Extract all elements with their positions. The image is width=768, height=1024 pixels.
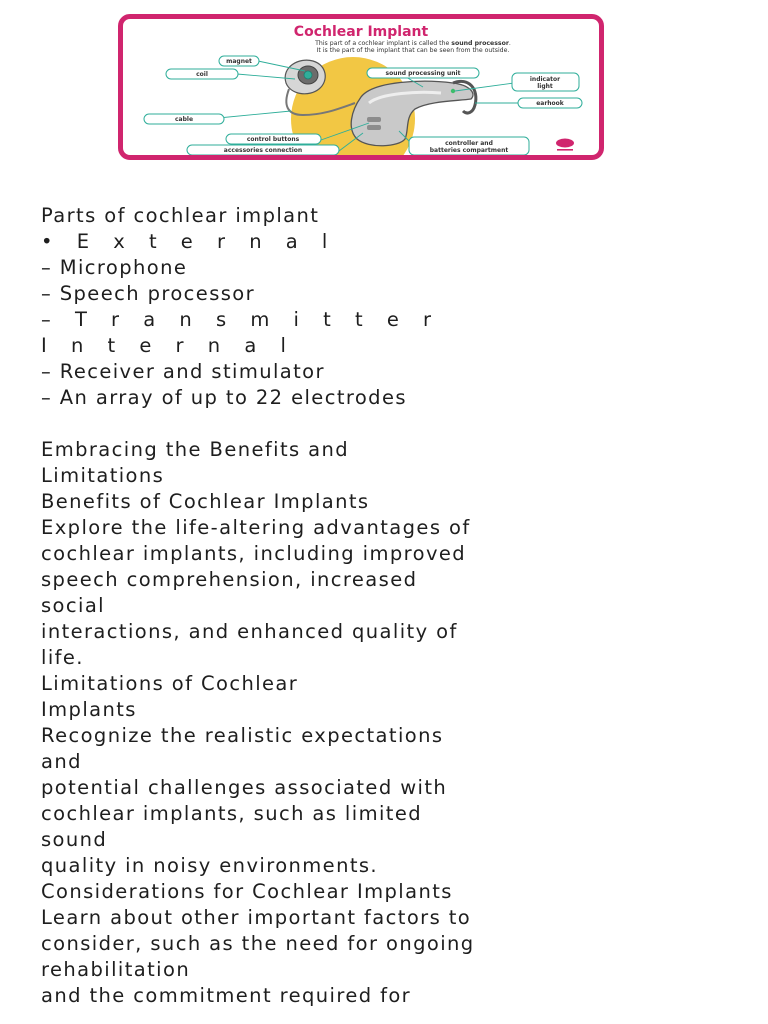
paragraph-line: Explore the life-altering advantages of bbox=[41, 516, 471, 539]
svg-text:accessories connection: accessories connection bbox=[223, 147, 303, 154]
svg-text:coil: coil bbox=[196, 71, 208, 78]
paragraph-line: cochlear implants, such as limited bbox=[41, 802, 423, 825]
svg-text:cable: cable bbox=[174, 116, 194, 123]
paragraph-line: and bbox=[41, 750, 82, 773]
svg-text:sound processing unit: sound processing unit bbox=[385, 70, 461, 77]
diagram-title: Cochlear Implant bbox=[293, 24, 429, 40]
heading-parts: Parts of cochlear implant bbox=[41, 204, 320, 227]
svg-text:light: light bbox=[537, 83, 553, 90]
svg-text:control buttons: control buttons bbox=[246, 136, 300, 143]
label-cable bbox=[144, 114, 224, 124]
heading-benefits: Benefits of Cochlear Implants bbox=[41, 490, 370, 513]
paragraph-line: life. bbox=[41, 646, 84, 669]
diagram-subtitle-line1: This part of a cochlear implant is called the sound processor. bbox=[315, 40, 511, 47]
paragraph-line: Learn about other important factors to bbox=[41, 906, 472, 929]
label-magnet bbox=[219, 56, 259, 66]
diagram-canvas bbox=[123, 19, 599, 155]
paragraph-line: consider, such as the need for ongoing bbox=[41, 932, 475, 955]
paragraph-line: and the commitment required for bbox=[41, 984, 412, 1007]
label-control-buttons bbox=[226, 134, 321, 144]
label-earhook bbox=[518, 98, 582, 108]
paragraph-line: quality in noisy environments. bbox=[41, 854, 379, 877]
list-item-internal: I n t e r n a l bbox=[41, 334, 295, 357]
svg-text:indicator: indicator bbox=[529, 76, 561, 83]
heading-limitations: Limitations of Cochlear bbox=[41, 672, 299, 695]
heading-benefits-limitations: Embracing the Benefits and bbox=[41, 438, 350, 461]
paragraph-line: Recognize the realistic expectations bbox=[41, 724, 444, 747]
cochlear-implant-diagram bbox=[118, 14, 604, 160]
list-item-transmitter: – T r a n s m i t t e r bbox=[41, 308, 441, 331]
headpiece-illustration bbox=[285, 60, 325, 94]
svg-text:magnet: magnet bbox=[226, 58, 252, 65]
label-coil bbox=[166, 69, 238, 79]
list-item-electrodes: – An array of up to 22 electrodes bbox=[41, 386, 407, 409]
paragraph-line: interactions, and enhanced quality of bbox=[41, 620, 458, 643]
article-body bbox=[41, 203, 741, 1009]
label-indicator-light bbox=[512, 73, 579, 91]
paragraph-line: sound bbox=[41, 828, 108, 851]
svg-text:earhook: earhook bbox=[536, 100, 564, 107]
heading-considerations: Considerations for Cochlear Implants bbox=[41, 880, 453, 903]
list-item-receiver: – Receiver and stimulator bbox=[41, 360, 325, 383]
list-item-external: • E x t e r n a l bbox=[41, 230, 337, 253]
heading-limitations-cont: Implants bbox=[41, 698, 137, 721]
list-item-speech-processor: – Speech processor bbox=[41, 282, 256, 305]
heading-benefits-limitations-cont: Limitations bbox=[41, 464, 165, 487]
blank-line bbox=[41, 411, 741, 437]
publisher-logo-icon bbox=[556, 139, 574, 151]
paragraph-line: cochlear implants, including improved bbox=[41, 542, 467, 565]
diagram-subtitle-line2: It is the part of the implant that can be seen from the outside. bbox=[316, 47, 510, 54]
paragraph-line: speech comprehension, increased bbox=[41, 568, 418, 591]
paragraph-line: potential challenges associated with bbox=[41, 776, 448, 799]
svg-text:batteries compartment: batteries compartment bbox=[429, 147, 509, 154]
svg-text:controller and: controller and bbox=[445, 140, 493, 147]
paragraph-line: social bbox=[41, 594, 105, 617]
list-item-microphone: – Microphone bbox=[41, 256, 188, 279]
label-accessories-connection bbox=[187, 145, 339, 155]
paragraph-line: rehabilitation bbox=[41, 958, 191, 981]
label-controller-batteries bbox=[409, 137, 529, 155]
label-sound-processing-unit bbox=[367, 68, 479, 78]
